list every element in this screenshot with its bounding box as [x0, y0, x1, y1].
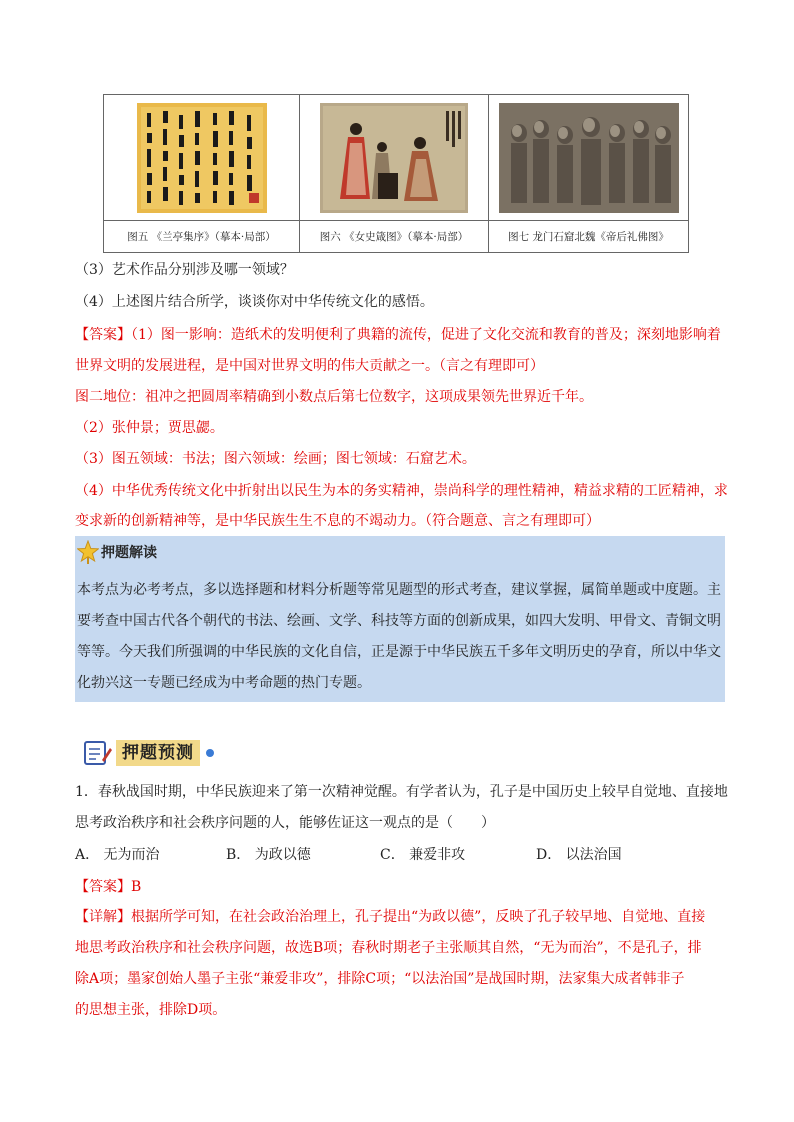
interpretation-line: 要考查中国古代各个朝代的书法、绘画、文学、科技等方面的创新成果，如四大发明、甲骨文、青铜文明 — [77, 613, 721, 629]
figure-caption: 图六 《女史箴图》（摹本·局部） — [300, 220, 488, 253]
relief-image — [499, 103, 679, 213]
painting-image — [320, 103, 468, 213]
star-icon — [77, 540, 99, 564]
answer-1-line1: 【答案】（1）图一影响：造纸术的发明便利了典籍的流传，促进了文化交流和教育的普及；深刻地影响着 — [75, 327, 721, 343]
detail-line: 地思考政治秩序和社会秩序问题，故选B项；春秋时期老子主张顺其自然，“无为而治”，不是孔子，排 — [75, 940, 702, 956]
figure-caption: 图七 龙门石窟北魏《帝后礼佛图》 — [489, 220, 688, 253]
interpretation-line: 化勃兴这一专题已经成为中考命题的热门专题。 — [77, 675, 371, 691]
interpretation-line: 等等。今天我们所强调的中华民族的文化自信，正是源于中华民族五千多年文明历史的孕育，所以中华文 — [77, 644, 721, 660]
answer-4-line2: 变求新的创新精神等，是中华民族生生不息的不竭动力。（符合题意、言之有理即可） — [75, 513, 600, 529]
figure-table — [103, 94, 689, 253]
detail-line: 【详解】根据所学可知，在社会政治治理上，孔子提出“为政以德”，反映了孔子较早地、自觉地、直接 — [75, 909, 706, 925]
calligraphy-image — [137, 103, 267, 213]
figure-caption: 图五 《兰亭集序》（摹本·局部） — [104, 220, 299, 253]
interpretation-line: 本考点为必考考点，多以选择题和材料分析题等常见题型的形式考查，建议掌握，属简单题或中度题。主 — [77, 582, 721, 598]
answer-1-line2: 世界文明的发展进程，是中国对世界文明的伟大贡献之一。（言之有理即可） — [75, 358, 544, 374]
option-b: B． 为政以德 — [226, 847, 311, 863]
dot-icon — [206, 749, 214, 757]
notebook-pen-icon — [82, 738, 112, 768]
figure-cell-6 — [300, 95, 489, 252]
option-c: C． 兼爱非攻 — [380, 847, 466, 863]
question-1-line2: 思考政治秩序和社会秩序问题的人，能够佐证这一观点的是（ ） — [75, 815, 495, 831]
interpretation-box — [75, 536, 725, 702]
answer-3: （3）图五领域：书法；图六领域：绘画；图七领域：石窟艺术。 — [75, 451, 476, 467]
detail-line: 除A项；墨家创始人墨子主张“兼爱非攻”，排除C项；“以法治国”是战国时期，法家集大成者韩非子 — [75, 971, 685, 987]
question-4: （4）上述图片结合所学，谈谈你对中华传统文化的感悟。 — [75, 294, 434, 310]
answer-4-line1: （4）中华优秀传统文化中折射出以民生为本的务实精神，崇尚科学的理性精神，精益求精的工匠精神，求 — [75, 483, 728, 499]
figure-cell-5 — [104, 95, 300, 252]
option-d: D． 以法治国 — [536, 847, 622, 863]
prediction-answer: 【答案】B — [75, 879, 142, 895]
answer-2: （2）张仲景；贾思勰。 — [75, 420, 224, 436]
interpretation-title: 押题解读 — [101, 545, 157, 561]
detail-line: 的思想主张，排除D项。 — [75, 1002, 227, 1018]
answer-1-line3: 图二地位：祖冲之把圆周率精确到小数点后第七位数字，这项成果领先世界近千年。 — [75, 389, 593, 405]
question-1-line1: 1．春秋战国时期，中华民族迎来了第一次精神觉醒。有学者认为，孔子是中国历史上较早自觉地、直接地 — [75, 784, 728, 800]
answer-label: 【答案】 — [75, 327, 131, 343]
option-a: A． 无为而治 — [75, 847, 160, 863]
prediction-title: 押题预测 — [116, 740, 200, 766]
figure-cell-7 — [489, 95, 688, 252]
question-3: （3）艺术作品分别涉及哪一领域？ — [75, 262, 294, 278]
